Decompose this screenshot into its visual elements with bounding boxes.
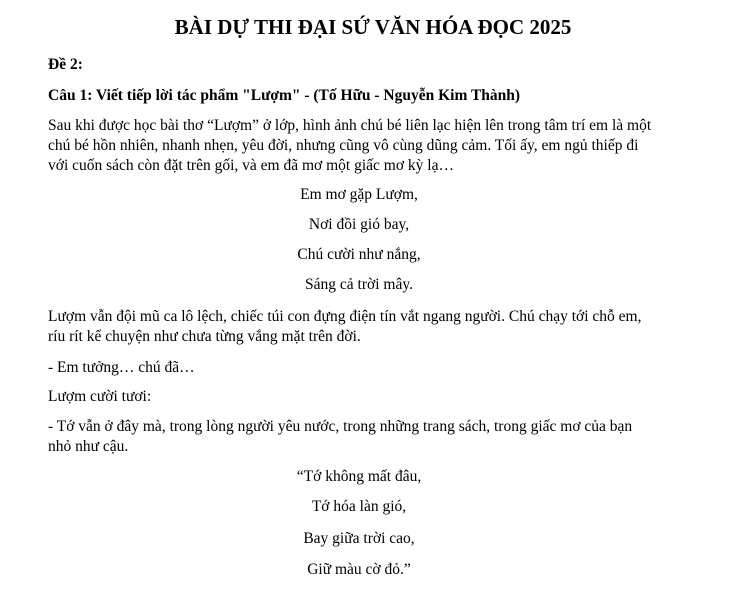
poem-line: Chú cười như nắng,	[297, 246, 421, 263]
poem-line: “Tớ không mất đâu,	[296, 468, 422, 485]
poem-line: Nơi đồi gió bay,	[308, 216, 410, 233]
exam-topic-label: Đề 2:	[48, 56, 83, 73]
intro-line: chú bé hồn nhiên, nhanh nhẹn, yêu đời, nhưng cũng vô cùng dũng cảm. Tối ấy, em ngủ thiếp đi	[48, 137, 639, 154]
intro-line: Sau khi được học bài thơ “Lượm” ở lớp, hình ảnh chú bé liên lạc hiện lên trong tâm trí em là một	[48, 117, 652, 134]
dialogue-line: - Em tưởng… chú đã…	[48, 359, 195, 376]
intro-paragraph	[48, 116, 688, 176]
question-heading: Câu 1: Viết tiếp lời tác phẩm "Lượm" - (Tố Hữu - Nguyễn Kim Thành)	[48, 87, 521, 104]
paragraph-line: nhỏ như cậu.	[48, 438, 129, 455]
poem-line: Sáng cả trời mây.	[305, 276, 413, 293]
poem-line: Em mơ gặp Lượm,	[300, 186, 418, 203]
document-title: BÀI DỰ THI ĐẠI SỨ VĂN HÓA ĐỌC 2025	[174, 15, 572, 39]
poem-line: Bay giữa trời cao,	[303, 530, 415, 547]
dialogue-line: Lượm cười tươi:	[48, 388, 152, 405]
paragraph-line: Lượm vẫn đội mũ ca lô lệch, chiếc túi con đựng điện tín vắt ngang người. Chú chạy tới chỗ em,	[48, 308, 642, 325]
dialogue-paragraph	[48, 417, 688, 457]
narrative-paragraph	[48, 307, 688, 347]
intro-line: với cuốn sách còn đặt trên gối, và em đã mơ một giấc mơ kỳ lạ…	[48, 157, 454, 174]
paragraph-line: ríu rít kể chuyện như chưa từng vắng mặt trên đời.	[48, 328, 361, 345]
poem-line: Giữ màu cờ đỏ.”	[307, 561, 411, 578]
poem-line: Tớ hóa làn gió,	[311, 498, 407, 515]
paragraph-line: - Tớ vẫn ở đây mà, trong lòng người yêu nước, trong những trang sách, trong giấc mơ của bạn	[48, 418, 633, 435]
